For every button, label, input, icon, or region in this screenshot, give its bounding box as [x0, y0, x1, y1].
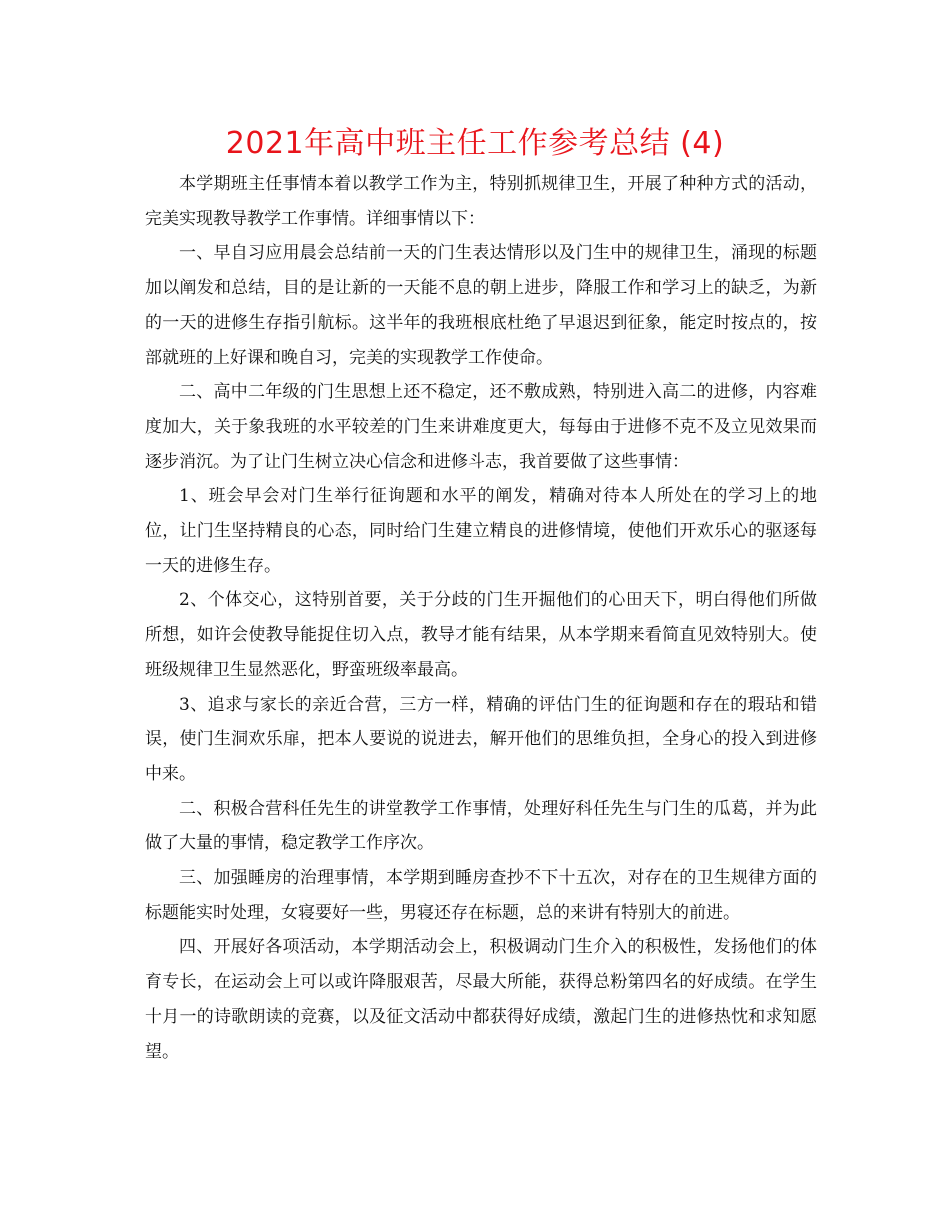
paragraph-individual-talk: 2、个体交心，这特别首要，关于分歧的门生开掘他们的心田天下，明白得他们所做所想，如许会使教导能捉住切入点，教导才能有结果，从本学期来看简直见效特别大。使班级规律卫生显然恶化，野蛮班级率最高。	[145, 590, 817, 680]
paragraph-intro: 本学期班主任事情本着以教学工作为主，特别抓规律卫生，开展了种种方式的活动，完美实现教导教学工作事情。详细事情以下：	[145, 174, 817, 229]
paragraph-teacher-cooperation: 二、积极合营科任先生的讲堂教学工作事情，处理好科任先生与门生的瓜葛，并为此做了大量的事情，稳定教学工作序次。	[145, 798, 817, 854]
paragraph-grade-two-students: 二、高中二年级的门生思想上还不稳定，还不敷成熟，特别进入高二的进修，内容难度加大，关于象我班的水平较差的门生来讲难度更大，每每由于进修不克不及立见效果而逐步消沉。为了让门生树立决心信念和进修斗志，我首要做了这些事情：	[145, 382, 817, 472]
paragraph-parent-cooperation: 3、追求与家长的亲近合营，三方一样，精确的评估门生的征询题和存在的瑕玷和错误，使门生洞欢乐扉，把本人要说的说进去，解开他们的思维负担，全身心的投入到进修中来。	[145, 694, 817, 784]
paragraph-dormitory: 三、加强睡房的治理事情，本学期到睡房查抄不下十五次，对存在的卫生规律方面的标题能实时处理，女寝要好一些，男寝还存在标题，总的来讲有特别大的前进。	[145, 868, 817, 923]
document-body	[145, 167, 817, 1069]
paragraph-class-meeting: 1、班会早会对门生举行征询题和水平的阐发，精确对待本人所处在的学习上的地位，让门生坚持精良的心态，同时给门生建立精良的进修情境，使他们开欢乐心的驱逐每一天的进修生存。	[145, 486, 817, 576]
document-title: 2021年高中班主任工作参考总结 (4)	[225, 126, 725, 161]
paragraph-morning-study: 一、早自习应用晨会总结前一天的门生表达情形以及门生中的规律卫生，涌现的标题加以阐发和总结，目的是让新的一天能不息的朝上进步，降服工作和学习上的缺乏，为新的一天的进修生存指引航标。这半年的我班根底杜绝了早退迟到征象，能定时按点的，按部就班的上好课和晚自习，完美的实现教学工作使命。	[145, 243, 817, 368]
paragraph-activities: 四、开展好各项活动，本学期活动会上，积极调动门生介入的积极性，发扬他们的体育专长，在运动会上可以或许降服艰苦，尽最大所能，获得总粉第四名的好成绩。在学生十月一的诗歌朗读的竞赛，以及征文活动中都获得好成绩，激起门生的进修热忱和求知愿望。	[145, 937, 817, 1062]
